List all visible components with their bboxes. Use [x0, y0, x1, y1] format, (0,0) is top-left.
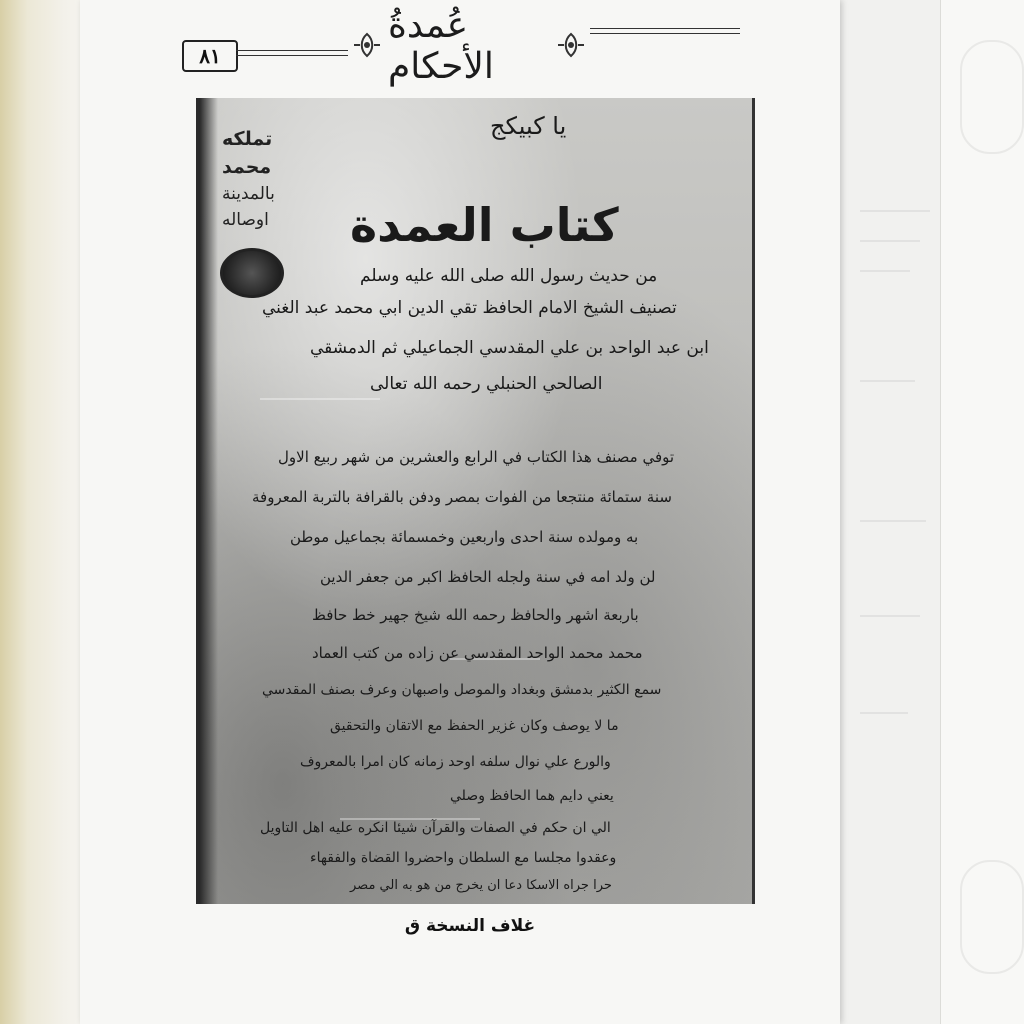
ghost-text-line	[860, 240, 920, 242]
header-rule-left-2	[236, 55, 348, 56]
manuscript-title: كتاب العمدة	[350, 198, 619, 252]
margin-note: محمد	[222, 156, 272, 178]
manuscript-line: ما لا يوصف وكان غزير الحفظ مع الاتقان والتحقيق	[330, 718, 619, 734]
ownership-seal	[220, 248, 284, 298]
ghost-text-line	[860, 520, 926, 522]
page-number-box	[182, 40, 238, 72]
manuscript-line: لن ولد امه في سنة ولجله الحافظ اكبر من جعفر الدين	[320, 568, 656, 586]
manuscript-line: الي ان حكم في الصفات والقرآن شيئا انكره عليه اهل التاويل	[260, 820, 611, 836]
book-title: عُمدةُ الأحكام	[388, 5, 494, 87]
figure-caption: غلاف النسخة ق	[404, 916, 536, 936]
paper-wear	[260, 398, 380, 400]
ornament-icon	[352, 32, 382, 58]
header-rule-right	[590, 28, 740, 29]
ghost-text-line	[860, 380, 915, 382]
manuscript-top-note: يا كبيكج	[490, 112, 567, 140]
ornament-icon	[556, 32, 586, 58]
header-rule-right-2	[590, 33, 740, 34]
manuscript-line: تصنيف الشيخ الامام الحافظ تقي الدين ابي محمد عبد الغني	[262, 298, 677, 318]
ghost-text-line	[860, 712, 908, 714]
margin-note: تملكه	[222, 128, 273, 150]
manuscript-line: ابن عبد الواحد بن علي المقدسي الجماعيلي ثم الدمشقي	[310, 338, 709, 358]
manuscript-line: الصالحي الحنبلي رحمه الله تعالى	[370, 374, 603, 394]
manuscript-shadow	[200, 98, 218, 904]
margin-note: اوصاله	[222, 210, 269, 230]
margin-note: بالمدينة	[222, 184, 275, 204]
manuscript-line: من حديث رسول الله صلى الله عليه وسلم	[360, 266, 658, 286]
ghost-ornament-bottom	[960, 860, 1024, 974]
manuscript-image	[196, 98, 755, 904]
facing-page-edge	[840, 0, 1024, 1024]
manuscript-line: وعقدوا مجلسا مع السلطان واحضروا القضاة والفقهاء	[310, 850, 617, 866]
manuscript-line: باربعة اشهر والحافظ رحمه الله شيخ جهير خط حافظ	[312, 606, 639, 624]
ghost-text-line	[860, 270, 910, 272]
book-binding-edge	[0, 0, 92, 1024]
ghost-ornament-top	[960, 40, 1024, 154]
manuscript-line: سنة ستمائة منتجعا من الفوات بمصر ودفن بالقرافة بالتربة المعروفة	[252, 488, 672, 506]
manuscript-line: به ومولده سنة احدى واربعين وخمسمائة بجماعيل موطن	[290, 528, 639, 546]
manuscript-line: توفي مصنف هذا الكتاب في الرابع والعشرين من شهر ربيع الاول	[278, 448, 675, 466]
manuscript-line: حرا جراه الاسكا دعا ان يخرج من هو به الي مصر	[350, 878, 612, 893]
ghost-text-line	[860, 615, 920, 617]
manuscript-line: محمد محمد الواحد المقدسي عن زاده من كتب العماد	[312, 644, 643, 662]
manuscript-line: والورع علي نوال سلفه اوحد زمانه كان امرا بالمعروف	[300, 754, 611, 770]
page-number: ٨١	[199, 44, 221, 68]
manuscript-line: سمع الكثير بدمشق وبغداد والموصل واصبهان وعرف بصنف المقدسي	[262, 682, 662, 698]
ghost-text-line	[860, 210, 930, 212]
header-rule-left	[236, 50, 348, 51]
manuscript-line: يعني دايم هما الحافظ وصلي	[450, 788, 614, 804]
